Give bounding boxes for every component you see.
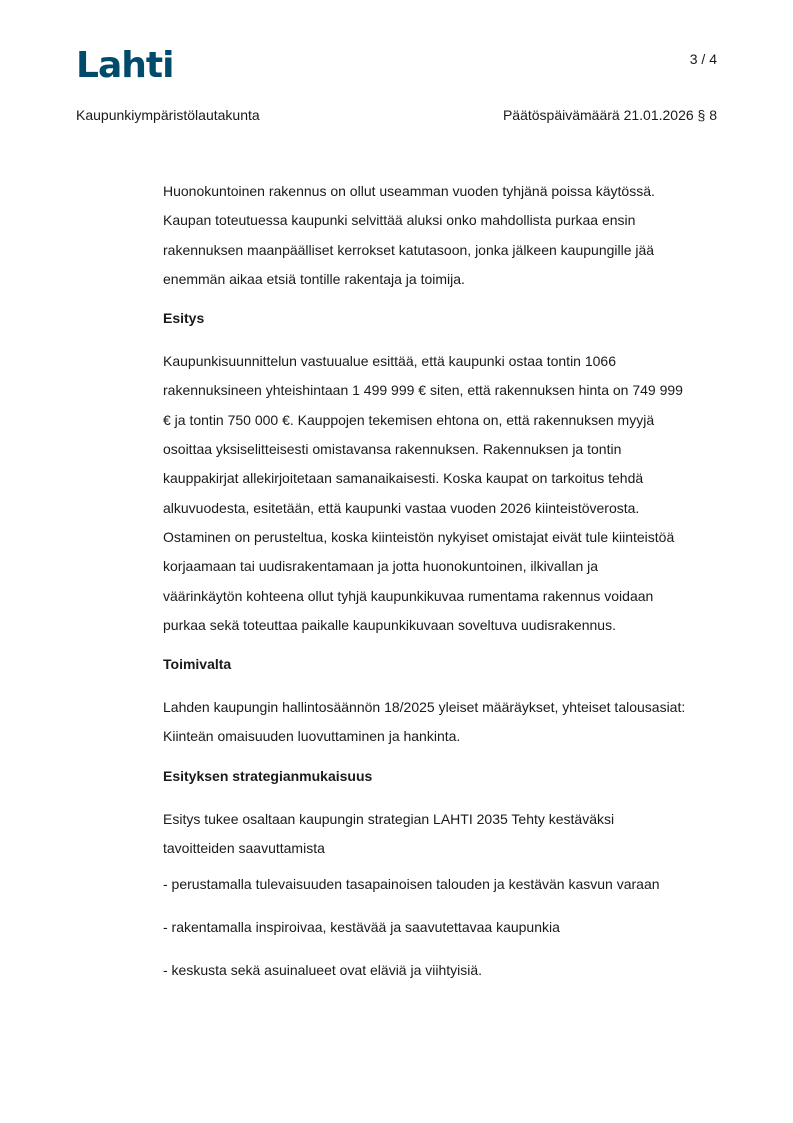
list-item: - keskusta sekä asuinalueet ovat eläviä ja viihtyisiä.: [163, 962, 483, 979]
text-line: Kaupan toteutuessa kaupunki selvittää aluksi onko mahdollista purkaa ensin: [163, 212, 636, 229]
text-line: rakennuksineen yhteishintaan 1 499 999 € siten, että rakennuksen hinta on 749 999: [163, 382, 683, 399]
text-line: Ostaminen on perusteltua, koska kiinteistön nykyiset omistajat eivät tule kiinteistöä: [163, 528, 675, 545]
text-line: väärinkäytön kohteena ollut tyhjä kaupunkikuvaa rumentama rakennus voidaan: [163, 587, 654, 604]
document-body: [163, 177, 733, 982]
strategia-paragraph: [163, 805, 733, 864]
decision-date: Päätöspäivämäärä 21.01.2026 § 8: [502, 107, 717, 123]
text-line: Kiinteän omaisuuden luovuttaminen ja hankinta.: [163, 728, 461, 745]
text-line: osoittaa yksiselitteisesti omistavansa rakennuksen. Rakennuksen ja tontin: [163, 441, 622, 458]
list-item: - rakentamalla inspiroivaa, kestävää ja saavutettavaa kaupunkia: [163, 919, 560, 936]
text-line: purkaa sekä toteuttaa paikalle kaupunkikuvaan soveltuva uudisrakennus.: [163, 616, 616, 633]
toimivalta-paragraph: [163, 693, 733, 752]
list-item: - perustamalla tulevaisuuden tasapainoisen talouden ja kestävän kasvun varaan: [163, 876, 660, 893]
esitys-paragraph: [163, 347, 733, 640]
text-line: korjaamaan tai uudisrakentamaan ja jotta huonokuntoinen, ilkivallan ja: [163, 558, 599, 575]
text-line: Esitys tukee osaltaan kaupungin strategian LAHTI 2035 Tehty kestäväksi: [163, 810, 615, 827]
page-number: 3 / 4: [689, 51, 717, 67]
text-line: Lahden kaupungin hallintosäännön 18/2025 yleiset määräykset, yhteiset talousasiat:: [163, 699, 686, 716]
text-line: tavoitteiden saavuttamista: [163, 840, 325, 857]
text-line: Kaupunkisuunnittelun vastuualue esittää, että kaupunki ostaa tontin 1066: [163, 353, 616, 370]
heading-strategia: Esityksen strategianmukaisuus: [163, 767, 373, 784]
text-line: € ja tontin 750 000 €. Kauppojen tekemisen ehtona on, että rakennuksen myyjä: [163, 411, 655, 428]
text-line: enemmän aikaa etsiä tontille rakentaja ja toimija.: [163, 270, 465, 287]
lahti-logo: Lahti: [76, 45, 174, 86]
intro-paragraph: [163, 177, 733, 294]
text-line: Huonokuntoinen rakennus on ollut useamman vuoden tyhjänä poissa käytössä.: [163, 183, 655, 199]
heading-toimivalta: Toimivalta: [163, 656, 232, 673]
text-line: alkuvuodesta, esitetään, että kaupunki vastaa vuoden 2026 kiinteistöverosta.: [163, 499, 640, 516]
organization-name: Kaupunkiympäristölautakunta: [76, 107, 260, 123]
text-line: rakennuksen maanpäälliset kerrokset katutasoon, jonka jälkeen kaupungille jää: [163, 241, 655, 258]
heading-esitys: Esitys: [163, 310, 205, 327]
text-line: kauppakirjat allekirjoitetaan samanaikaisesti. Koska kaupat on tarkoitus tehdä: [163, 470, 644, 487]
